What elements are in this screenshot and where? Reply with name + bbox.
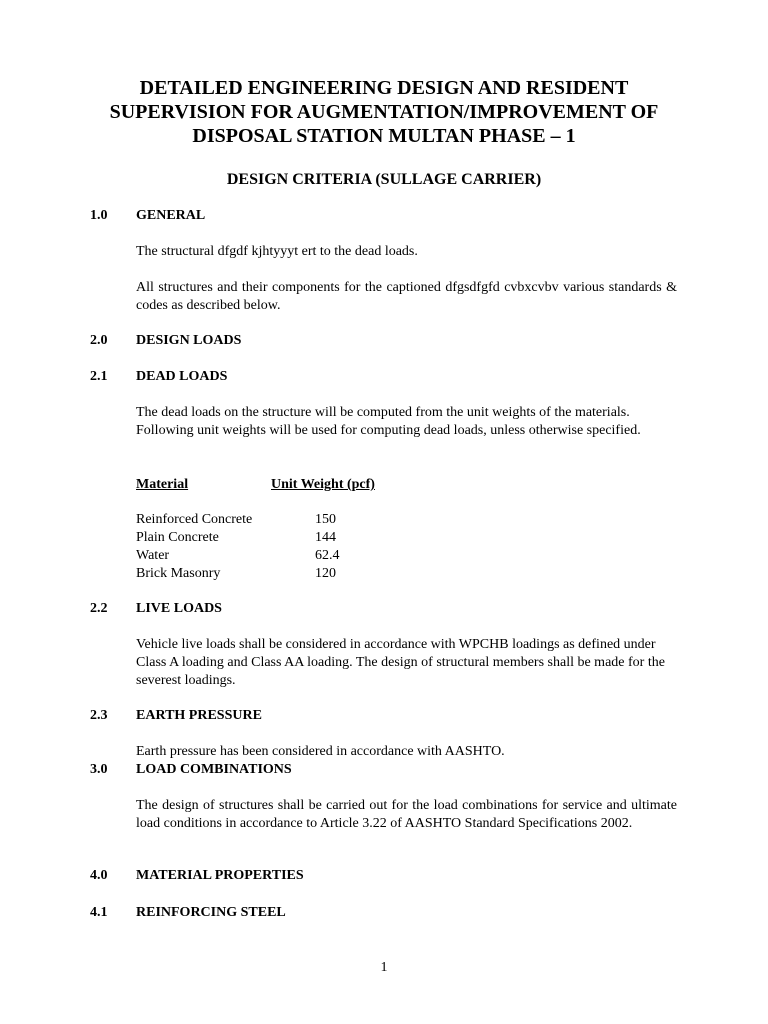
general-paragraph-1: The structural dfgdf kjhtyyyt ert to the dead loads. (136, 244, 418, 259)
section-number: 1.0 (90, 208, 108, 223)
table-cell-material: Reinforced Concrete (136, 512, 253, 527)
section-number: 4.1 (90, 905, 108, 920)
title-line: SUPERVISION FOR AUGMENTATION/IMPROVEMENT OF (109, 101, 659, 123)
load-combinations-paragraph: The design of structures shall be carried out for the load combinations for service and ultimate load conditions in accordance to Article 3.22 of AASHTO Standard Specifications 2002. (136, 798, 677, 831)
section-number: 2.3 (90, 708, 108, 723)
section-heading: REINFORCING STEEL (136, 905, 286, 920)
section-number: 2.2 (90, 601, 108, 616)
section-heading: LOAD COMBINATIONS (136, 762, 292, 777)
section-heading: DESIGN LOADS (136, 333, 242, 348)
table-cell-weight: 62.4 (315, 548, 340, 563)
section-heading: MATERIAL PROPERTIES (136, 868, 304, 883)
table-header-material: Material (136, 477, 189, 492)
section-number: 2.0 (90, 333, 108, 348)
section-number: 3.0 (90, 762, 108, 777)
live-loads-paragraph: Vehicle live loads shall be considered in accordance with WPCHB loadings as defined under Class A loading and Class AA loading. The design of structural members shall be made for the severest loadings. (136, 637, 665, 688)
table-cell-weight: 144 (315, 530, 336, 545)
section-heading: EARTH PRESSURE (136, 708, 262, 723)
general-paragraph-2: All structures and their components for the captioned dfgsdfgfd cvbxcvbv various standards & codes as described below. (136, 280, 677, 313)
section-heading: LIVE LOADS (136, 601, 222, 616)
title-line: DETAILED ENGINEERING DESIGN AND RESIDENT (139, 77, 629, 99)
table-cell-material: Plain Concrete (136, 530, 219, 545)
unit-weight-table (136, 476, 436, 588)
table-cell-weight: 150 (315, 512, 336, 527)
table-header-unit-weight: Unit Weight (pcf) (271, 477, 375, 492)
dead-loads-paragraph: The dead loads on the structure will be computed from the unit weights of the materials. Following unit weights will be used for computing dead loads, unless otherwise specified. (136, 405, 641, 438)
table-cell-material: Water (136, 548, 170, 563)
section-heading: DEAD LOADS (136, 369, 228, 384)
earth-pressure-paragraph: Earth pressure has been considered in accordance with AASHTO. (136, 744, 505, 759)
table-cell-weight: 120 (315, 566, 336, 581)
table-cell-material: Brick Masonry (136, 566, 221, 581)
section-heading: GENERAL (136, 208, 206, 223)
document-title (60, 76, 708, 148)
page-number: 1 (380, 960, 388, 975)
title-line: DISPOSAL STATION MULTAN PHASE – 1 (192, 125, 576, 147)
section-number: 4.0 (90, 868, 108, 883)
document-subtitle: DESIGN CRITERIA (SULLAGE CARRIER) (226, 171, 542, 188)
section-number: 2.1 (90, 369, 108, 384)
